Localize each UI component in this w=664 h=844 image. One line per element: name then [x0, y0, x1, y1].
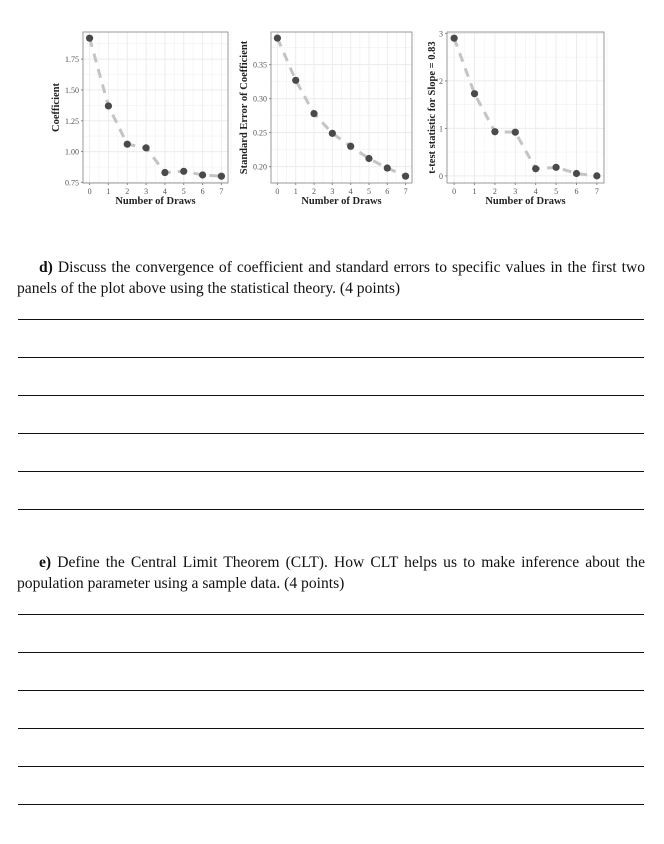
y-tick-label: 2: [439, 76, 443, 86]
answer-line-e2[interactable]: [18, 652, 644, 653]
y-tick-label: 1.25: [65, 116, 79, 126]
x-tick-label: 3: [513, 187, 518, 196]
question-e: [17, 552, 645, 594]
x-tick-label: 1: [293, 187, 298, 196]
y-tick-label: 3: [439, 29, 443, 39]
x-tick-label: 2: [125, 187, 130, 196]
answer-line-d3[interactable]: [18, 395, 644, 396]
x-tick-label: 4: [533, 187, 538, 196]
data-point: [274, 35, 281, 42]
data-point: [532, 165, 539, 172]
question-d-text: Discuss the convergence of coefficient and standard errors to specific values in the first two panels of the plot above using the statistical theory. (4 points): [17, 259, 645, 297]
answer-line-e3[interactable]: [18, 690, 644, 691]
question-d-label: d): [39, 259, 53, 276]
data-point: [384, 164, 391, 171]
y-tick-label: 1.75: [65, 55, 79, 65]
data-point: [471, 90, 478, 97]
x-tick-label: 5: [554, 187, 559, 196]
x-axis-title: Number of Draws: [115, 196, 196, 207]
data-point: [105, 102, 112, 109]
charts-figure: [0, 0, 664, 215]
y-tick-label: 1: [439, 124, 443, 134]
x-tick-label: 1: [472, 187, 477, 196]
y-axis-title: Coefficient: [51, 83, 62, 132]
answer-line-e5[interactable]: [18, 766, 644, 767]
data-point: [402, 173, 409, 180]
x-tick-label: 2: [492, 187, 497, 196]
answer-line-e6[interactable]: [18, 804, 644, 805]
data-point: [142, 144, 149, 151]
x-tick-label: 7: [403, 187, 408, 196]
question-d: [17, 257, 645, 299]
x-tick-label: 4: [162, 187, 167, 196]
x-tick-label: 5: [366, 187, 371, 196]
chart-panel-2: [239, 32, 415, 207]
answer-line-d1[interactable]: [18, 319, 644, 320]
data-point: [593, 172, 600, 179]
data-point: [86, 35, 93, 42]
answer-line-d4[interactable]: [18, 433, 644, 434]
data-point: [552, 164, 559, 171]
data-point: [199, 171, 206, 178]
y-axis-title: Standard Error of Coefficient: [239, 40, 250, 175]
y-axis-title: t-test statistic for Slope = 0.83: [427, 41, 438, 174]
y-tick-label: 1.00: [65, 147, 79, 157]
x-tick-label: 4: [348, 187, 353, 196]
data-point: [180, 168, 187, 175]
x-axis-title: Number of Draws: [301, 196, 382, 207]
question-e-label: e): [39, 554, 52, 571]
chart-panel-1: [51, 32, 231, 207]
x-tick-label: 7: [594, 187, 599, 196]
data-point: [161, 169, 168, 176]
answer-line-d2[interactable]: [18, 357, 644, 358]
answer-line-e4[interactable]: [18, 728, 644, 729]
x-tick-label: 0: [87, 187, 92, 196]
x-tick-label: 6: [385, 187, 390, 196]
data-point: [573, 170, 580, 177]
x-tick-label: 6: [574, 187, 579, 196]
data-point: [347, 143, 354, 150]
x-tick-label: 6: [200, 187, 205, 196]
x-tick-label: 7: [219, 187, 224, 196]
data-point: [292, 77, 299, 84]
data-point: [512, 129, 519, 136]
chart-panel-3: [427, 29, 607, 207]
data-point: [218, 173, 225, 180]
x-tick-label: 0: [275, 187, 280, 196]
data-point: [365, 155, 372, 162]
y-tick-label: 0.35: [253, 60, 267, 70]
x-tick-label: 3: [330, 187, 335, 196]
x-tick-label: 2: [312, 187, 317, 196]
x-tick-label: 0: [452, 187, 457, 196]
x-axis-title: Number of Draws: [485, 196, 566, 207]
y-tick-label: 0.25: [253, 128, 267, 138]
data-point: [491, 128, 498, 135]
x-tick-label: 1: [106, 187, 111, 196]
data-point: [451, 35, 458, 42]
answer-line-e1[interactable]: [18, 614, 644, 615]
y-tick-label: 0: [439, 171, 443, 181]
data-point: [124, 141, 131, 148]
data-point: [310, 110, 317, 117]
question-e-text: Define the Central Limit Theorem (CLT). How CLT helps us to make inference about the population parameter using a sample data. (4 points): [17, 554, 645, 592]
x-tick-label: 5: [181, 187, 186, 196]
y-tick-label: 0.30: [253, 94, 267, 104]
x-tick-label: 3: [144, 187, 149, 196]
y-tick-label: 0.20: [253, 162, 267, 172]
answer-line-d5[interactable]: [18, 471, 644, 472]
data-point: [329, 130, 336, 137]
y-tick-label: 0.75: [65, 178, 79, 188]
answer-line-d6[interactable]: [18, 509, 644, 510]
y-tick-label: 1.50: [65, 85, 79, 95]
